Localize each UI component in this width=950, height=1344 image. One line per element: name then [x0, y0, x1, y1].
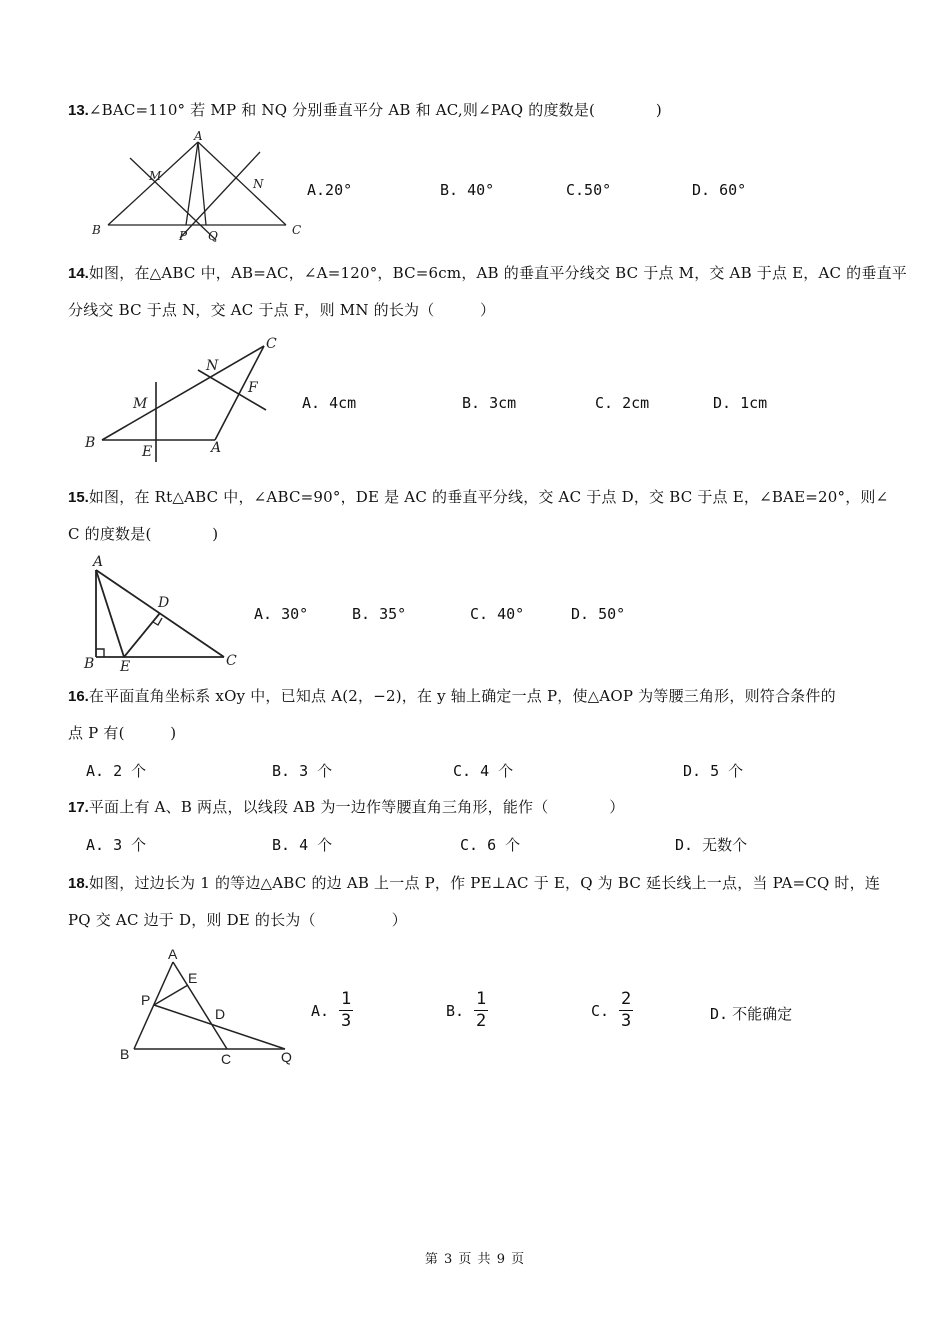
numerator: 1 [475, 989, 487, 1009]
question-15-text-line-2: C 的度数是( ) [68, 525, 219, 543]
option-letter: C. [591, 1001, 610, 1020]
option-a[interactable]: A. 3 个 [86, 836, 147, 854]
question-number: 18. [68, 875, 89, 892]
figure-q15 [82, 550, 247, 675]
question-number: 14. [68, 265, 89, 282]
option-a[interactable]: A. 4cm [302, 394, 357, 412]
label-b: B [85, 435, 96, 451]
label-c: C [292, 223, 302, 237]
option-a[interactable]: A. 30° [254, 605, 309, 623]
segment-ac [198, 142, 286, 225]
option-a[interactable]: A. 2 个 [86, 762, 147, 780]
option-d[interactable] [710, 1003, 792, 1024]
label-c: C [266, 336, 277, 352]
label-m: M [133, 396, 148, 412]
question-18-stem [68, 872, 880, 893]
label-e: E [120, 659, 131, 675]
question-14-stem [68, 262, 907, 283]
page-footer: 第 3 页 共 9 页 [424, 1252, 526, 1267]
numerator: 1 [340, 989, 352, 1009]
question-number: 15. [68, 489, 89, 506]
option-d[interactable]: D. 50° [571, 605, 626, 623]
question-number: 13. [68, 102, 89, 119]
label-d: D [158, 595, 170, 611]
figure-q14 [80, 332, 290, 464]
option-b[interactable]: B. 3 个 [272, 762, 333, 780]
segment-de [124, 613, 160, 657]
option-c[interactable]: C. 40° [470, 605, 525, 623]
question-13-stem [68, 99, 662, 120]
option-letter: A. [311, 1001, 330, 1020]
label-b: B [84, 656, 95, 672]
label-c: C [221, 1051, 232, 1067]
fraction [619, 990, 633, 1031]
segment-pe [154, 985, 188, 1005]
label-a: A [194, 130, 203, 143]
label-p: P [179, 229, 188, 243]
option-c[interactable]: C.50° [566, 181, 612, 199]
denominator: 3 [620, 1011, 632, 1031]
label-f: F [248, 380, 258, 396]
option-c[interactable] [591, 990, 633, 1031]
question-number: 16. [68, 688, 89, 705]
label-a: A [211, 440, 222, 456]
label-a: A [93, 554, 104, 570]
denominator: 2 [475, 1011, 487, 1031]
question-text: 如图，在△ABC 中，AB=AC，∠A=120°，BC=6cm，AB 的垂直平分线交 BC 于点 M，交 AB 于点 E，AC 的垂直平 [88, 264, 907, 282]
question-16-stem [68, 685, 836, 706]
option-d[interactable]: D. 5 个 [683, 762, 744, 780]
label-b: B [92, 223, 101, 237]
question-text: 平面上有 A、B 两点，以线段 AB 为一边作等腰直角三角形，能作（ ） [88, 798, 625, 816]
option-c[interactable]: C. 4 个 [453, 762, 514, 780]
option-letter: D. [710, 1005, 729, 1023]
label-m: M [149, 169, 162, 183]
question-text: 在平面直角坐标系 xOy 中，已知点 A(2，−2)，在 y 轴上确定一点 P，使△AOP 为等腰三角形，则符合条件的 [88, 687, 836, 705]
option-d[interactable]: D. 60° [692, 181, 747, 199]
label-q: Q [208, 229, 218, 243]
segment-ab [134, 962, 173, 1049]
option-b[interactable] [446, 990, 488, 1031]
question-15-stem [68, 486, 888, 507]
question-number: 17. [68, 799, 89, 816]
label-n: N [206, 358, 219, 374]
question-text: 如图，过边长为 1 的等边△ABC 的边 AB 上一点 P，作 PE⊥AC 于 E，Q 为 BC 延长线上一点，当 PA=CQ 时，连 [88, 874, 881, 892]
question-16-text-line-2: 点 P 有( ) [68, 724, 177, 742]
label-e: E [188, 970, 198, 986]
label-d: D [215, 1006, 226, 1022]
segment-ab [108, 142, 198, 225]
label-p: P [141, 992, 151, 1008]
label-a: A [168, 946, 178, 962]
question-text: 如图，在 Rt△ABC 中，∠ABC=90°，DE 是 AC 的垂直平分线，交 AC 于点 D，交 BC 于点 E，∠BAE=20°，则∠ [88, 488, 889, 506]
option-d[interactable]: D. 1cm [713, 394, 768, 412]
option-c[interactable]: C. 6 个 [460, 836, 521, 854]
question-18-text-line-2: PQ 交 AC 边于 D，则 DE 的长为（ ） [68, 911, 407, 929]
right-angle-mark-b [96, 649, 104, 657]
fraction [474, 990, 488, 1031]
question-text: ∠BAC=110° 若 MP 和 NQ 分别垂直平分 AB 和 AC,则∠PAQ 的度数是( ) [88, 101, 662, 119]
segment-aq [198, 142, 206, 225]
label-b: B [120, 1046, 130, 1062]
option-b[interactable]: B. 4 个 [272, 836, 333, 854]
option-text: 不能确定 [732, 1005, 793, 1023]
label-q: Q [281, 1049, 292, 1065]
figure-q13 [88, 130, 308, 245]
label-c: C [226, 653, 237, 669]
numerator: 2 [620, 989, 632, 1009]
option-letter: B. [446, 1001, 465, 1020]
label-e: E [142, 444, 153, 460]
option-a[interactable] [311, 990, 353, 1031]
option-b[interactable]: B. 3cm [462, 394, 517, 412]
denominator: 3 [340, 1011, 352, 1031]
option-b[interactable]: B. 35° [352, 605, 407, 623]
question-14-text-line-2: 分线交 BC 于点 N，交 AC 于点 F，则 MN 的长为（ ） [68, 301, 496, 319]
label-n: N [253, 177, 264, 191]
segment-ae [96, 570, 124, 657]
figure-q18 [115, 945, 300, 1070]
option-b[interactable]: B. 40° [440, 181, 495, 199]
fraction [339, 990, 353, 1031]
question-17-stem [68, 796, 624, 817]
option-a[interactable]: A.20° [307, 181, 353, 199]
option-c[interactable]: C. 2cm [595, 394, 650, 412]
option-d[interactable]: D. 无数个 [675, 836, 748, 854]
